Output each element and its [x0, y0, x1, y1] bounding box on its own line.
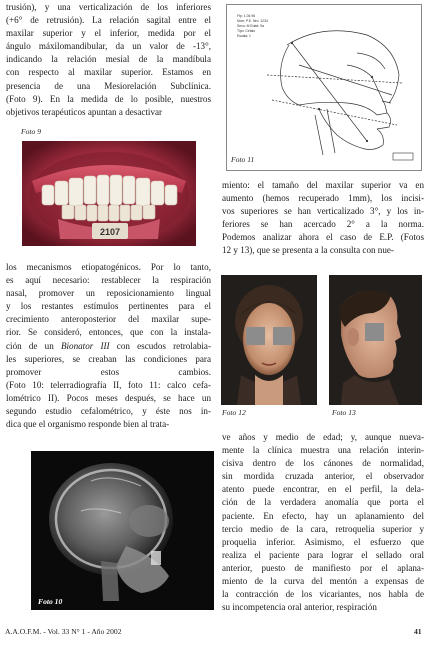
left-column-middle-text: [6, 261, 211, 431]
page-number: 41: [414, 627, 422, 636]
tracing-header-4: Escala: 1: [237, 34, 251, 38]
text-line: Podemos analizar ahora el caso de E.P. (Fotos: [222, 232, 424, 243]
right-column-top-text: [222, 179, 424, 258]
text-line: con respecto al maxilar superior. Estamos en: [6, 67, 211, 78]
text-line: (Foto 10: telerradiografía II, foto 11: calco cefa-: [6, 379, 211, 390]
text-line: ángulo máxilomandibular, da un valor de -13°,: [6, 41, 211, 52]
text-line: mente la clínica muestra una relación interin-: [222, 445, 424, 456]
text-line: cisiva dentro de los cánones de normalidad,: [222, 458, 424, 469]
foto9-photo: [22, 141, 196, 246]
text-line: lométrico II). Pocos meses después, se hace un: [6, 392, 211, 403]
text-line: nasal, promover un reposicionamiento lingual: [6, 288, 211, 299]
eye-censor-right: [273, 327, 292, 345]
text-line: vos superiores se han verticalizado 3°, y los in-: [222, 206, 424, 217]
tracing-header-1: Nom: P.E. Nro: 1234: [237, 19, 268, 23]
left-column-top-text: [6, 1, 211, 119]
tracing-header-3: Tipo: Cefalo: [237, 29, 256, 33]
journal-footer: A.A.O.F.M. - Vol. 33 N° 1 - Año 2002: [5, 627, 122, 636]
foto10-photo: [31, 451, 214, 610]
foto9-caption: Foto 9: [21, 127, 42, 136]
text-line: indicando la relación mesial de la mandíbula: [6, 54, 211, 65]
cast-number: 2107: [99, 227, 121, 237]
text-line: es aquí necesario: restablecer la respiración: [6, 275, 211, 286]
text-line: (+6° de retrusión). La relación sagital entre el: [6, 15, 211, 26]
eye-censor: [365, 323, 384, 341]
text-line: los mecanismos etiopatogénicos. Por lo tanto,: [6, 262, 211, 272]
text-line: 12 y 13), que se presenta a la consulta con nue-: [222, 245, 394, 256]
foto13-caption: Foto 13: [332, 408, 356, 417]
text-line: aumento (hemos recuperado 1mm), los incisi-: [222, 193, 424, 204]
italic-term: Bionator III: [60, 340, 110, 351]
foto11-photo: [226, 4, 422, 171]
text-line: sin mordida cruzada anterior, el observador: [222, 471, 424, 482]
tracing-header-2: Sexo: M Edad: 9a: [237, 24, 264, 28]
text-line: trusión), y una verticalización de los inferiores: [6, 2, 211, 12]
front-face-photo: [221, 275, 317, 405]
text-line: y los restantes estímulos pertinentes para el: [6, 301, 211, 312]
foto10-caption: Foto 10: [38, 597, 63, 606]
foto11-caption: Foto 11: [231, 155, 255, 164]
radiograph-image: [31, 451, 214, 610]
text-line: les superiores, se creaban las condiciones para: [6, 353, 211, 364]
text-line: objetivos terapéuticos apuntan a desactivar: [6, 106, 163, 117]
text-line: promover estos cambios.: [6, 366, 211, 377]
text-line: anterior, puesto de manifiesto por el aplana-: [222, 562, 424, 573]
profile-face-photo: [329, 275, 422, 405]
text-line: miento: el tamaño del maxilar superior va en: [222, 180, 424, 190]
foto12-photo: [221, 275, 317, 405]
text-line: atento puede encontrar, en el perfil, la dela-: [222, 484, 424, 495]
text-line: su incompetencia oral anterior, respiración: [222, 602, 377, 613]
dental-cast-image: [22, 141, 196, 246]
text-line: tercio medio de la cara, retroquelia superior y: [222, 523, 424, 534]
text-line: ve años y medio de edad; y, aunque nueva-: [222, 432, 424, 442]
text-line: ción de un Bionator III con escudos retrolabia-: [6, 340, 212, 351]
text-line: dica que el organismo responde bien al trata-: [6, 419, 170, 430]
tracing-header-0: Ftp: 1.04.96: [237, 14, 256, 18]
text-line: proquelia inferior. Asimismo, el esfuerzo que: [222, 536, 424, 547]
text-line: maxilar superior y el inferior, medida por el: [6, 28, 211, 39]
right-column-bottom-text: [222, 431, 424, 614]
cephalometric-tracing: [227, 5, 421, 170]
text-line: segundo estudio cefalométrico, y éste nos in-: [6, 406, 211, 417]
foto13-photo: [329, 275, 422, 405]
foto12-caption: Foto 12: [222, 408, 246, 417]
text-line: paciente. En efecto, hay un aplanamiento del: [222, 510, 424, 521]
text-line: miento de la curva del mentón a expensas de: [222, 576, 424, 587]
text-line: la contracción de los vicariantes, nos habla de: [222, 589, 424, 600]
text-line: (Foto 9). En la medida de lo posible, nuestros: [6, 93, 211, 104]
text-line: realiza el paciente para lograr el sellado oral: [222, 549, 424, 560]
text-line: ción de la verdadera anomalía que porta el: [222, 497, 424, 508]
text-line: crecimiento anteroposterior del maxilar supe-: [6, 314, 211, 325]
text-line: feriores se han acercado 2° a la norma.: [222, 219, 424, 230]
text-line: presencia de una Mesiorelación Subclínica.: [6, 80, 211, 91]
text-line: rior. Se consideró, entonces, que con la instala-: [6, 327, 211, 338]
eye-censor-left: [246, 327, 265, 345]
